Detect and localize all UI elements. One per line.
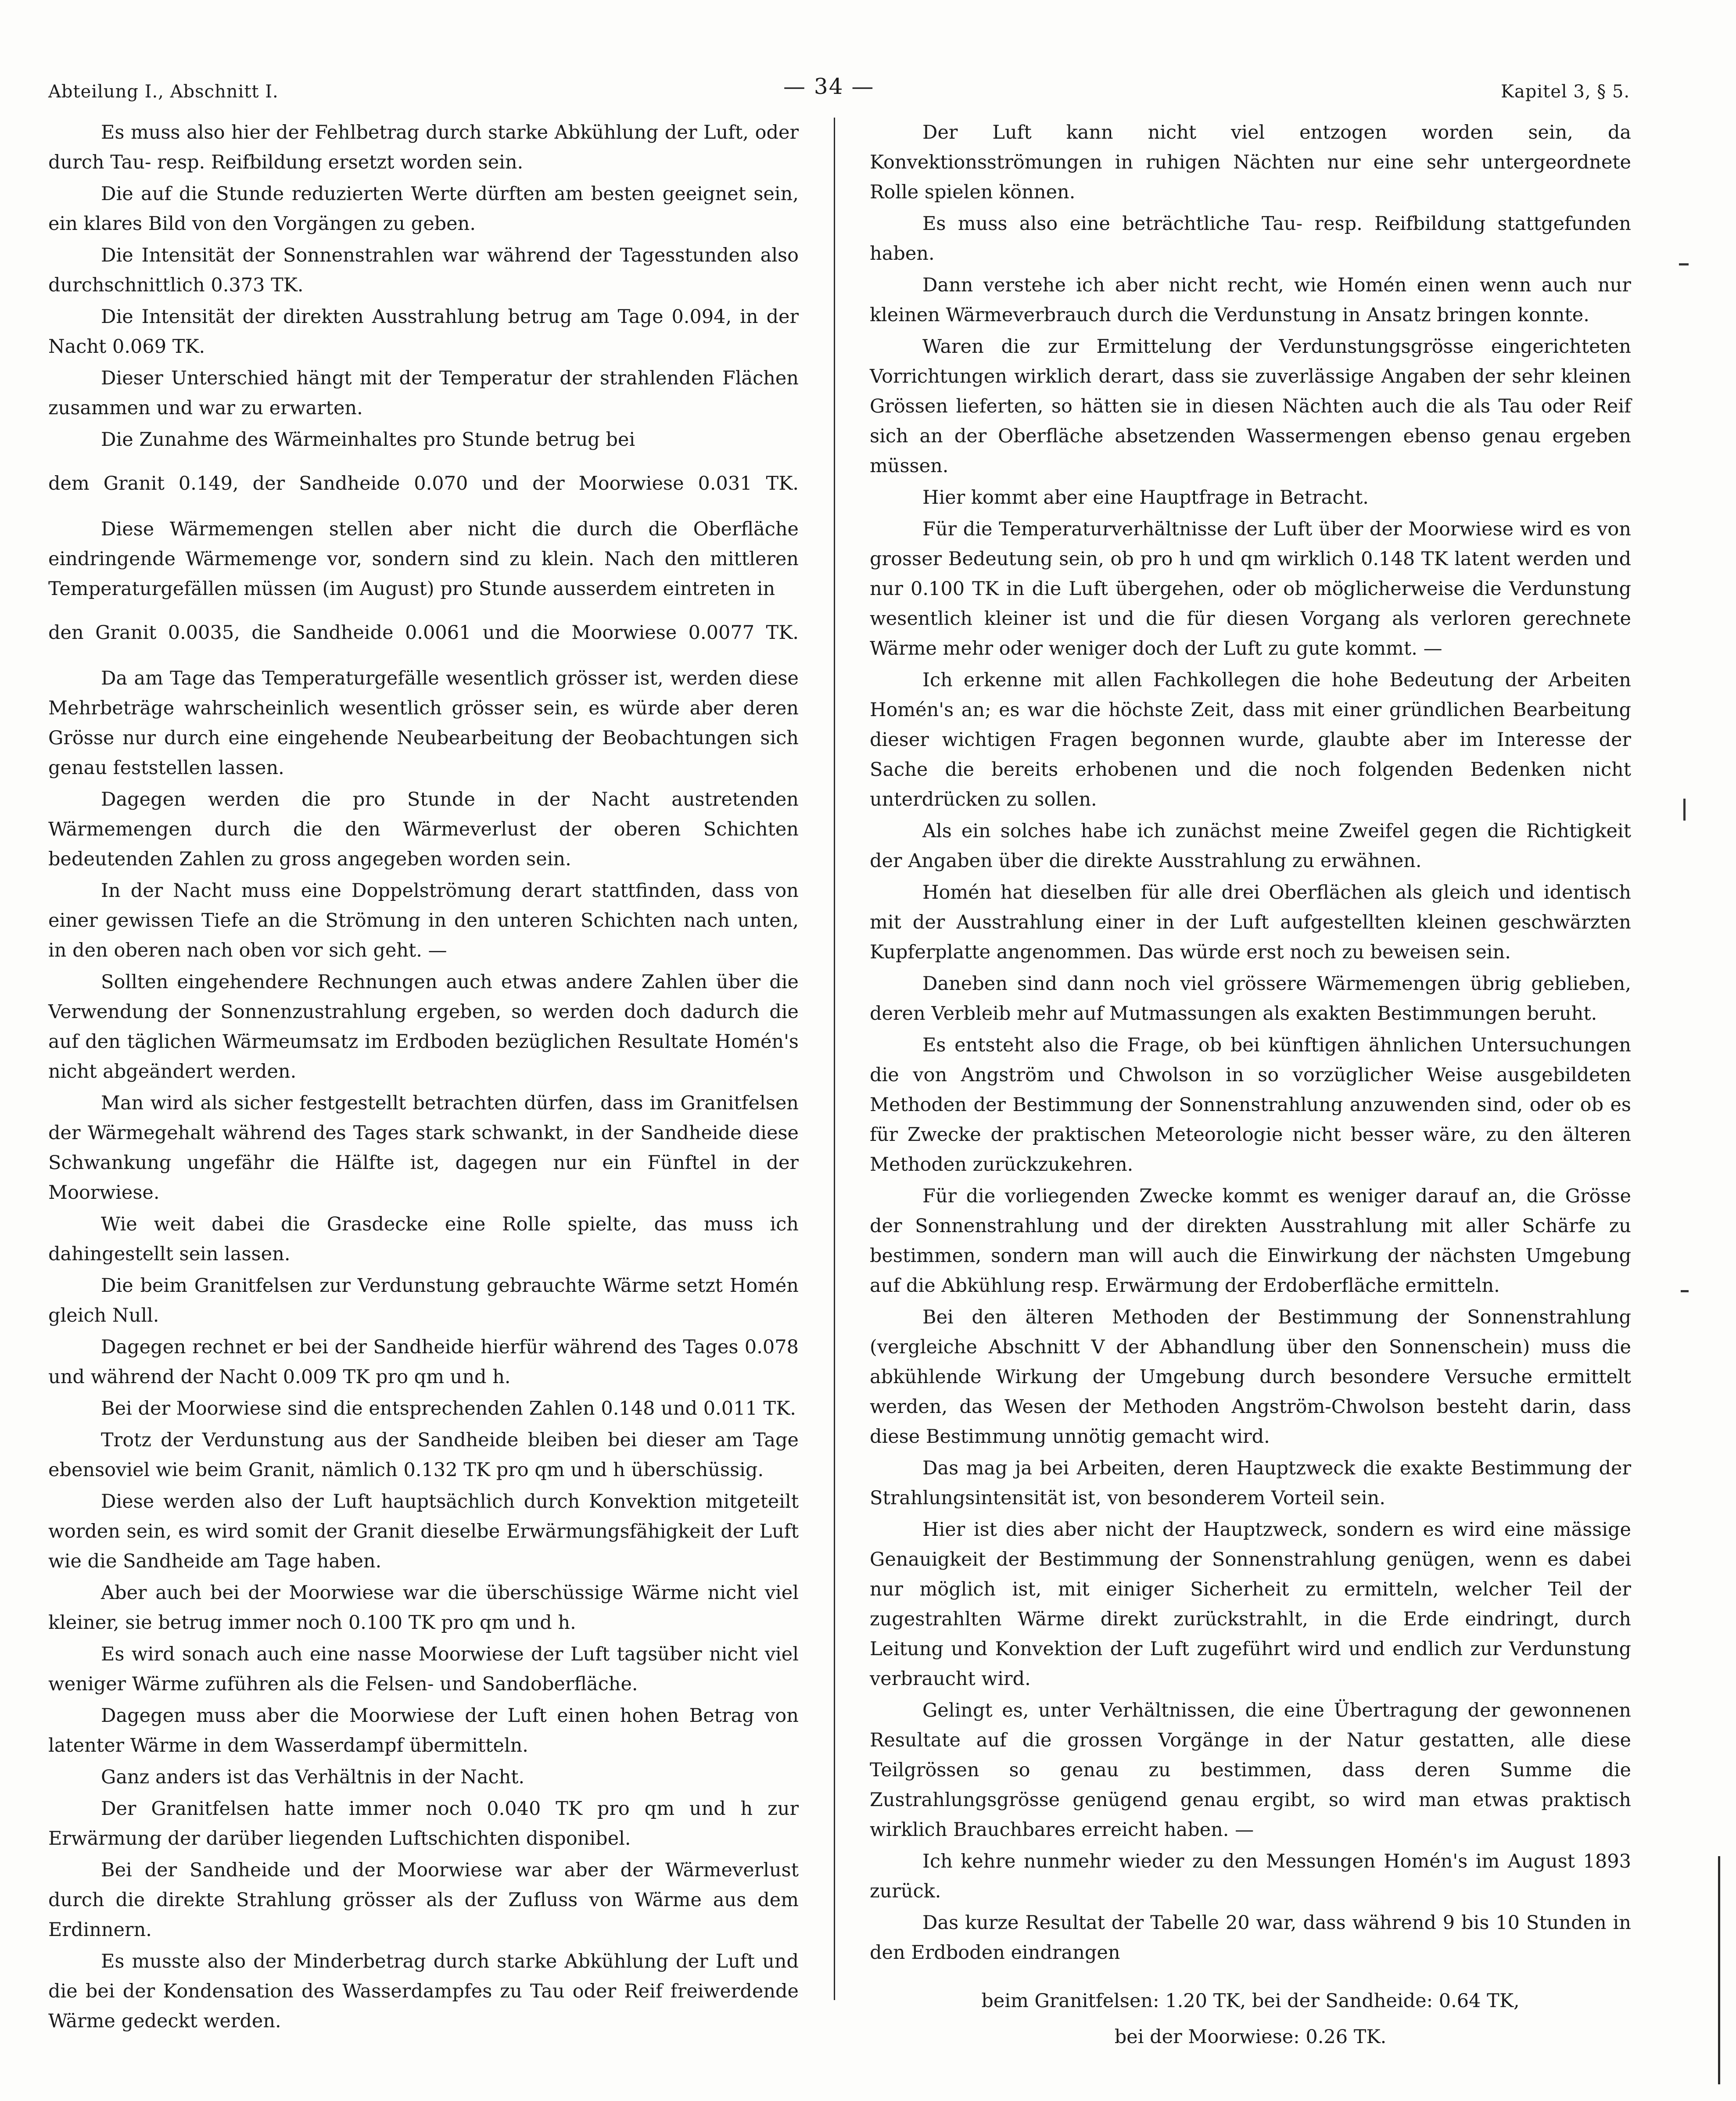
paragraph: Es wird sonach auch eine nasse Moorwiese der Luft tagsüber nicht viel weniger Wärme zuführen als die Felsen- und Sandoberfläche. xyxy=(48,1643,799,1695)
paragraph: Der Granitfelsen hatte immer noch 0.040 TK pro qm und h zur Erwärmung der darüber liegenden Luftschichten disponibel. xyxy=(48,1798,799,1850)
paragraph: Sollten eingehendere Rechnungen auch etwas andere Zahlen über die Verwendung der Sonnenzustrahlung ergeben, so werden doch dadurch die auf den täglichen Wärmeumsatz im Erdboden bezüglichen Resultate Homén's nicht abgeändert werden. xyxy=(48,971,799,1083)
paragraph: Dagegen werden die pro Stunde in der Nacht austretenden Wärmemengen durch die den Wärmeverlust der oberen Schichten bedeutenden Zahlen zu gross angegeben worden sein. xyxy=(48,789,799,870)
paragraph: Es entsteht also die Frage, ob bei künftigen ähnlichen Untersuchungen die von Angström und Chwolson in so vorzüglicher Weise ausgebildeten Methoden der Bestimmung der Sonnenstrahlung anzuwenden sind, oder ob es für Zwecke der praktischen Meteorologie nicht besser wäre, zu den älteren Methoden zurückzukehren. xyxy=(870,1034,1631,1176)
page-edge-line xyxy=(1718,1856,1720,2084)
paragraph: Die beim Granitfelsen zur Verdunstung gebrauchte Wärme setzt Homén gleich Null. xyxy=(48,1275,799,1327)
paragraph: Dagegen rechnet er bei der Sandheide hierfür während des Tages 0.078 und während der Nacht 0.009 TK pro qm und h. xyxy=(48,1336,799,1388)
page-number: — 34 — xyxy=(783,74,875,99)
paragraph: Man wird als sicher festgestellt betrachten dürfen, dass im Granitfelsen der Wärmegehalt während des Tages stark schwankt, in der Sandheide diese Schwankung ungefähr die Hälfte ist, dagegen nur ein Fünftel in der Moorwiese. xyxy=(48,1092,799,1204)
paragraph: In der Nacht muss eine Doppelströmung derart stattfinden, dass von einer gewissen Tiefe an die Strömung in den unteren Schichten nach unten, in den oberen nach oben vor sich geht. — xyxy=(48,880,799,961)
margin-mark xyxy=(1683,799,1686,821)
paragraph: Hier kommt aber eine Hauptfrage in Betracht. xyxy=(922,487,1369,509)
paragraph: Für die vorliegenden Zwecke kommt es weniger darauf an, die Grösse der Sonnenstrahlung und der direkten Ausstrahlung mit aller Schärfe zu bestimmen, sondern man will auch die Einwirkung der nächsten Umgebung auf die Abkühlung resp. Erwärmung der Erdoberfläche ermitteln. xyxy=(870,1185,1631,1297)
paragraph: Wie weit dabei die Grasdecke eine Rolle spielte, das muss ich dahingestellt sein lassen. xyxy=(48,1213,799,1265)
paragraph: Dieser Unterschied hängt mit der Temperatur der strahlenden Flächen zusammen und war zu erwarten. xyxy=(48,367,799,419)
page-header xyxy=(0,74,1736,109)
running-head-right: Kapitel 3, § 5. xyxy=(1501,82,1630,102)
right-column xyxy=(870,118,1631,2052)
paragraph: Ich kehre nunmehr wieder zu den Messungen Homén's im August 1893 zurück. xyxy=(870,1850,1631,1902)
paragraph: Bei der Moorwiese sind die entsprechenden Zahlen 0.148 und 0.011 TK. xyxy=(101,1398,796,1420)
running-head-left: Abteilung I., Abschnitt I. xyxy=(48,82,279,102)
paragraph: Hier ist dies aber nicht der Hauptzweck, sondern es wird eine mässige Genauigkeit der Bestimmung der Sonnenstrahlung genügen, wenn es dabei nur möglich ist, mit einiger Sicherheit zu ermitteln, welcher Teil der zugestrahlten Wärme direkt zurückstrahlt, in die Erde eindringt, durch Leitung und Konvektion der Luft zugeführt wird und endlich zur Verdunstung verbraucht wird. xyxy=(870,1519,1631,1690)
paragraph: Ich erkenne mit allen Fachkollegen die hohe Bedeutung der Arbeiten Homén's an; es war die höchste Zeit, dass mit einer gründlichen Bearbeitung dieser wichtigen Fragen begonnen wurde, glaubte aber im Interesse der Sache die bereits erhobenen und die noch folgenden Bedenken nicht unterdrücken zu sollen. xyxy=(870,669,1631,810)
paragraph: Dann verstehe ich aber nicht recht, wie Homén einen wenn auch nur kleinen Wärmeverbrauch durch die Verdunstung in Ansatz bringen konnte. xyxy=(870,274,1631,326)
paragraph: Die Intensität der direkten Ausstrahlung betrug am Tage 0.094, in der Nacht 0.069 TK. xyxy=(48,306,799,358)
paragraph: Waren die zur Ermittelung der Verdunstungsgrösse eingerichteten Vorrichtungen wirklich derart, dass sie zuverlässige Angaben der sehr kleinen Grössen lieferten, so hätten sie in diesen Nächten auch die als Tau oder Reif sich an der Oberfläche absetzenden Wassermengen ebenso genau ergeben müssen. xyxy=(870,336,1631,477)
result-line: bei der Moorwiese: 0.26 TK. xyxy=(1114,2026,1387,2048)
paragraph: Als ein solches habe ich zunächst meine Zweifel gegen die Richtigkeit der Angaben über die direkte Ausstrahlung zu erwähnen. xyxy=(870,820,1631,872)
paragraph: Homén hat dieselben für alle drei Oberflächen als gleich und identisch mit der Ausstrahlung einer in der Luft aufgestellten kleinen geschwärzten Kupferplatte angenommen. Das würde erst noch zu beweisen sein. xyxy=(870,882,1631,963)
paragraph: Für die Temperaturverhältnisse der Luft über der Moorwiese wird es von grosser Bedeutung sein, ob pro h und qm wirklich 0.148 TK latent werden und nur 0.100 TK in die Luft übergehen, oder ob möglicherweise die Verdunstung wesentlich kleiner ist und die für diesen Vorgang als verloren gerechnete Wärme mehr oder weniger doch der Luft zu gute kommt. — xyxy=(870,518,1631,660)
paragraph: Es musste also der Minderbetrag durch starke Abkühlung der Luft und die bei der Kondensation des Wasserdampfes zu Tau oder Reif freiwerdende Wärme gedeckt werden. xyxy=(48,1950,799,2032)
paragraph: Gelingt es, unter Verhältnissen, die eine Übertragung der gewonnenen Resultate auf die grossen Vorgänge in der Natur gestatten, alle diese Teilgrössen so genau zu bestimmen, dass deren Summe die Zustrahlungsgrösse genügend genau ergibt, so wird man etwas praktisch wirklich Brauchbares erreicht haben. — xyxy=(870,1699,1631,1841)
left-column xyxy=(48,118,799,2038)
paragraph: Die auf die Stunde reduzierten Werte dürften am besten geeignet sein, ein klares Bild von den Vorgängen zu geben. xyxy=(48,183,799,235)
column-divider xyxy=(834,118,835,2000)
paragraph: Daneben sind dann noch viel grössere Wärmemengen übrig geblieben, deren Verbleib mehr auf Mutmassungen als exakten Bestimmungen beruht. xyxy=(870,973,1631,1025)
paragraph: Das mag ja bei Arbeiten, deren Hauptzweck die exakte Bestimmung der Strahlungsintensität ist, von besonderem Vorteil sein. xyxy=(870,1457,1631,1509)
paragraph: Es muss also eine beträchtliche Tau- resp. Reifbildung stattgefunden haben. xyxy=(870,213,1631,265)
paragraph: Es muss also hier der Fehlbetrag durch starke Abkühlung der Luft, oder durch Tau- resp. Reifbildung ersetzt worden sein. xyxy=(48,122,799,173)
margin-mark xyxy=(1679,263,1689,265)
paragraph: Die Zunahme des Wärmeinhaltes pro Stunde betrug bei xyxy=(101,429,635,451)
paragraph: Bei den älteren Methoden der Bestimmung der Sonnenstrahlung (vergleiche Abschnitt V der Abhandlung über den Sonnenschein) muss die abkühlende Wirkung der Umgebung durch besondere Versuche ermittelt werden, das Wesen der Methoden Angström-Chwolson besteht darin, dass diese Bestimmung unnötig gemacht wird. xyxy=(870,1306,1631,1448)
equation-line: dem Granit 0.149, der Sandheide 0.070 und der Moorwiese 0.031 TK. xyxy=(48,473,799,495)
paragraph: Da am Tage das Temperaturgefälle wesentlich grösser ist, werden diese Mehrbeträge wahrscheinlich wesentlich grösser sein, es würde aber deren Grösse nur durch eine eingehende Neubearbeitung der Beobachtungen sich genau feststellen lassen. xyxy=(48,667,799,779)
paragraph: Der Luft kann nicht viel entzogen worden sein, da Konvektionsströmungen in ruhigen Nächten nur eine sehr untergeordnete Rolle spielen können. xyxy=(870,122,1631,203)
paragraph: Ganz anders ist das Verhältnis in der Nacht. xyxy=(101,1766,525,1788)
paragraph: Dagegen muss aber die Moorwiese der Luft einen hohen Betrag von latenter Wärme in dem Wasserdampf übermitteln. xyxy=(48,1705,799,1757)
paragraph: Trotz der Verdunstung aus der Sandheide bleiben bei dieser am Tage ebensoviel wie beim Granit, nämlich 0.132 TK pro qm und h überschüssig. xyxy=(48,1429,799,1481)
margin-mark xyxy=(1681,1290,1689,1292)
paragraph: Das kurze Resultat der Tabelle 20 war, dass während 9 bis 10 Stunden in den Erdboden eindrangen xyxy=(870,1912,1631,1964)
result-line: beim Granitfelsen: 1.20 TK, bei der Sandheide: 0.64 TK, xyxy=(981,1990,1520,2012)
paragraph: Diese Wärmemengen stellen aber nicht die durch die Oberfläche eindringende Wärmemenge vor, sondern sind zu klein. Nach den mittleren Temperaturgefällen müssen (im August) pro Stunde ausserdem eintreten in xyxy=(48,518,799,600)
paragraph: Diese werden also der Luft hauptsächlich durch Konvektion mitgeteilt worden sein, es wird somit der Granit dieselbe Erwärmungsfähigkeit der Luft wie die Sandheide am Tage haben. xyxy=(48,1491,799,1572)
paragraph: Aber auch bei der Moorwiese war die überschüssige Wärme nicht viel kleiner, sie betrug immer noch 0.100 TK pro qm und h. xyxy=(48,1582,799,1634)
equation-line: den Granit 0.0035, die Sandheide 0.0061 und die Moorwiese 0.0077 TK. xyxy=(48,622,799,644)
paragraph: Die Intensität der Sonnenstrahlen war während der Tagesstunden also durchschnittlich 0.373 TK. xyxy=(48,244,799,296)
paragraph: Bei der Sandheide und der Moorwiese war aber der Wärmeverlust durch die direkte Strahlung grösser als der Zufluss von Wärme aus dem Erdinnern. xyxy=(48,1859,799,1941)
